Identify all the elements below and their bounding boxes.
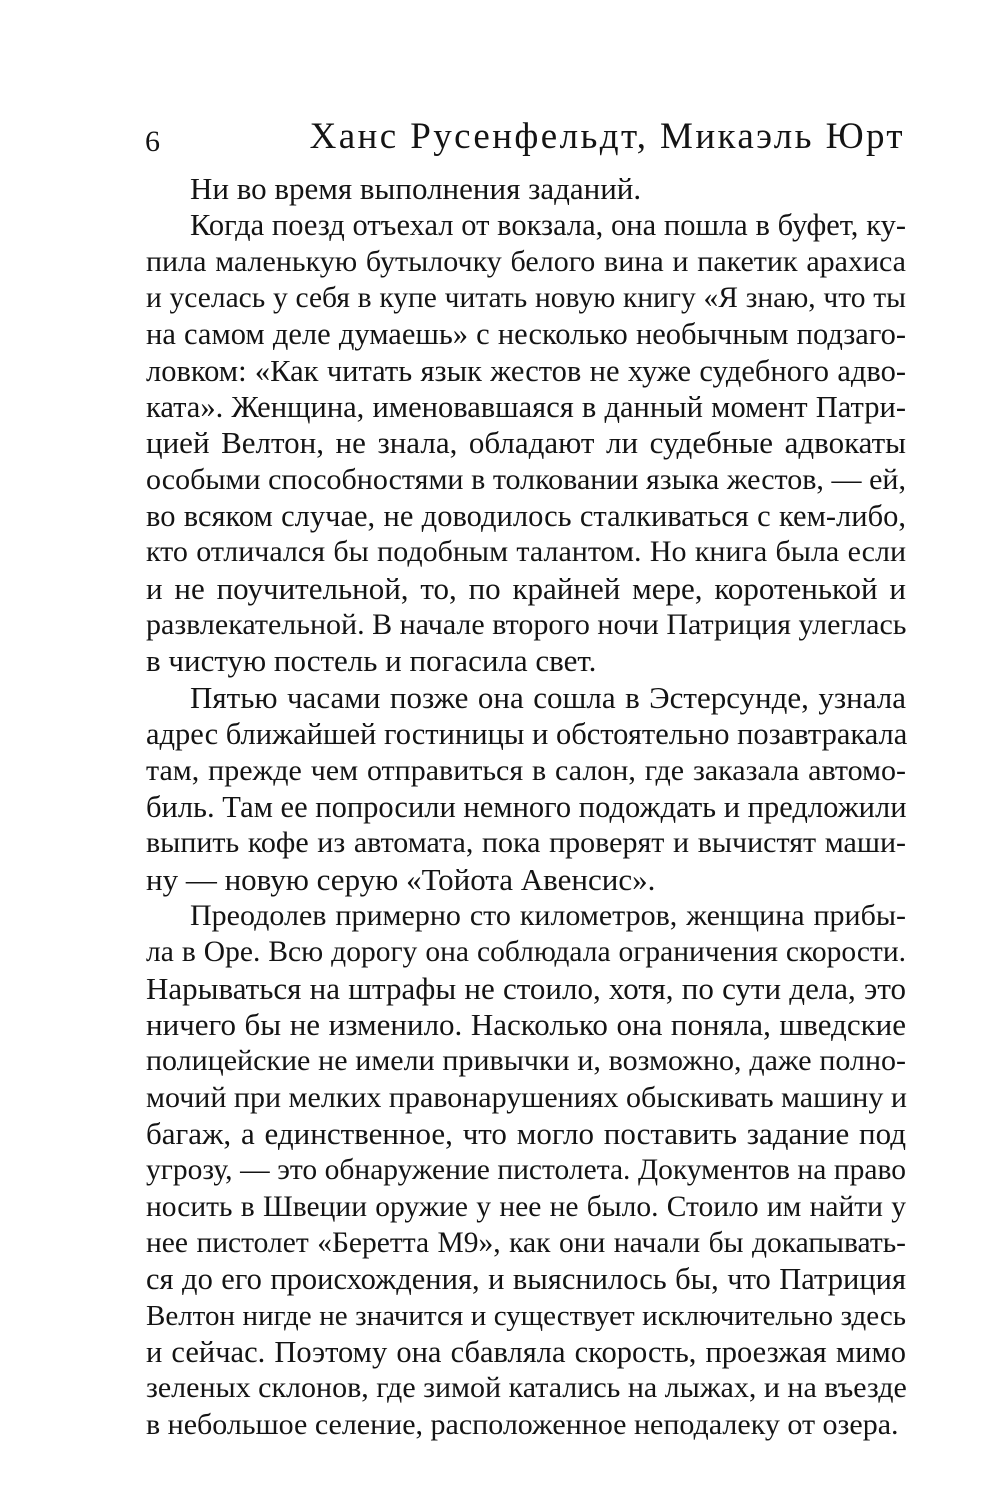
text-line: на самом деле думаешь» с несколько необычным подзаго- (146, 317, 906, 352)
text-line: мочий при мелких правонарушениях обыскивать машину и (146, 1080, 907, 1114)
body-text (146, 171, 906, 1443)
text-line: багаж, а единственное, что могло поставить задание под (146, 1115, 906, 1151)
text-line: ловком: «Как читать язык жестов не хуже судебного адво- (146, 353, 906, 388)
text-line: выпить кофе из автомата, пока проверят и вычистят маши- (146, 826, 906, 860)
text-line: Ни во время выполнения заданий. (190, 171, 642, 206)
text-line: во всяком случае, не доводилось сталкиваться с кем-либо, (146, 499, 906, 534)
text-line: и не поучительной, то, по крайней мере, коротенькой и (146, 570, 906, 606)
text-line: особыми способностями в толковании языка жестов, — ей, (146, 462, 906, 496)
text-line: нее пистолет «Беретта М9», как они начали бы докапывать- (146, 1226, 906, 1259)
text-line: адрес ближайшей гостиницы и обстоятельно позавтракала (146, 717, 908, 752)
text-line: ся до его происхождения, и выяснилось бы, что Патриция (146, 1262, 906, 1297)
text-line: и сейчас. Поэтому она сбавляла скорость, проезжая мимо (146, 1335, 906, 1369)
text-line: ничего бы не изменило. Насколько она поняла, шведские (146, 1006, 906, 1042)
text-line: развлекательной. В начале второго ночи Патриция улеглась (146, 608, 907, 642)
text-line: носить в Швеции оружие у нее не было. Стоило им найти у (146, 1190, 906, 1223)
text-line: пила маленькую бутылочку белого вина и пакетик арахиса (146, 244, 906, 278)
text-line: ката». Женщина, именовавшаяся в данный момент Патри- (146, 390, 906, 425)
text-line: и уселась у себя в купе читать новую книгу «Я знаю, что ты (146, 282, 906, 315)
running-header (145, 112, 905, 162)
text-line: полицейские не имели привычки и, возможно, даже полно- (146, 1044, 906, 1078)
text-line: кто отличался бы подобным талантом. Но книга была если (146, 535, 906, 569)
text-line: Преодолев примерно сто километров, женщина прибы- (190, 898, 906, 932)
header-authors: Ханс Русенфельдт, Микаэль Юрт (309, 116, 905, 157)
text-line: цией Велтон, не знала, обладают ли судебные адвокаты (146, 425, 906, 461)
page-number: 6 (145, 125, 160, 158)
text-line: угрозу, — это обнаружение пистолета. Документов на право (146, 1154, 906, 1187)
text-line: биль. Там ее попросили немного подождать и предложили (146, 789, 907, 824)
text-line: в чистую постель и погасила свет. (146, 643, 597, 679)
text-line: зеленых склонов, где зимой катались на лыжах, и на въезде (146, 1371, 907, 1405)
text-line: ну — новую серую «Тойота Авенсис». (146, 861, 656, 897)
text-line: Когда поезд отъехал от вокзала, она пошла в буфет, ку- (190, 208, 906, 243)
text-line: ла в Оре. Всю дорогу она соблюдала ограничения скорости. (146, 936, 906, 969)
text-line: в небольшое селение, расположенное неподалеку от озера. (146, 1407, 899, 1441)
text-line: там, прежде чем отправиться в салон, где заказала автомо- (146, 753, 906, 787)
text-line: Пятью часами позже она сошла в Эстерсунде, узнала (190, 679, 906, 715)
text-line: Нарываться на штрафы не стоило, хотя, по сути дела, это (146, 970, 906, 1006)
text-line: Велтон нигде не значится и существует исключительно здесь (146, 1299, 906, 1332)
